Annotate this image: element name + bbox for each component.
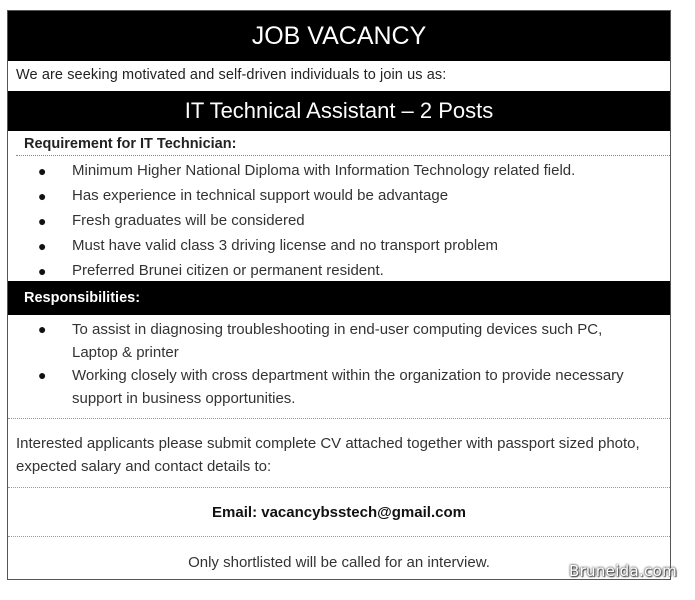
requirement-text: Preferred Brunei citizen or permanent resident. [72, 262, 384, 279]
bullet-icon: ● [38, 188, 47, 204]
bullet-icon: ● [38, 213, 47, 229]
list-item [8, 318, 670, 364]
bullet-icon: ● [38, 238, 47, 254]
requirement-text: Has experience in technical support would be advantage [72, 187, 449, 204]
responsibilities-list [8, 318, 670, 410]
requirement-text: Minimum Higher National Diploma with Information Technology related field. [72, 162, 576, 179]
position-title: IT Technical Assistant – 2 Posts [8, 91, 670, 131]
list-item [8, 212, 670, 237]
vacancy-document [7, 10, 671, 580]
requirements-list [8, 162, 670, 287]
watermark-logo: Bruneida.com [569, 562, 677, 580]
intro-text: We are seeking motivated and self-driven individuals to join us as: [16, 67, 447, 83]
list-item [8, 364, 670, 410]
bullet-icon: ● [38, 163, 47, 179]
divider [8, 418, 670, 419]
contact-email: Email: vacancybsstech@gmail.com [212, 504, 466, 521]
page-title: JOB VACANCY [8, 11, 670, 61]
list-item [8, 162, 670, 187]
bullet-icon: ● [38, 263, 47, 279]
divider [8, 536, 670, 537]
requirement-text: Fresh graduates will be considered [72, 212, 305, 229]
requirement-text: Must have valid class 3 driving license and no transport problem [72, 237, 499, 254]
bullet-icon: ● [38, 367, 47, 383]
divider [8, 487, 670, 488]
bullet-icon: ● [38, 321, 47, 337]
list-item [8, 187, 670, 212]
shortlist-note: Only shortlisted will be called for an interview. [188, 554, 490, 571]
responsibility-text: To assist in diagnosing troubleshooting in end-user computing devices such PC, Laptop & printer [72, 321, 603, 361]
responsibilities-heading: Responsibilities: [8, 281, 670, 315]
requirements-heading: Requirement for IT Technician: [24, 136, 237, 152]
divider [16, 155, 670, 156]
apply-instructions: Interested applicants please submit complete CV attached together with passport sized photo, expected salary and contact details to: [16, 435, 640, 475]
list-item [8, 237, 670, 262]
responsibility-text: Working closely with cross department within the organization to provide necessary support in business opportunities. [72, 367, 624, 407]
